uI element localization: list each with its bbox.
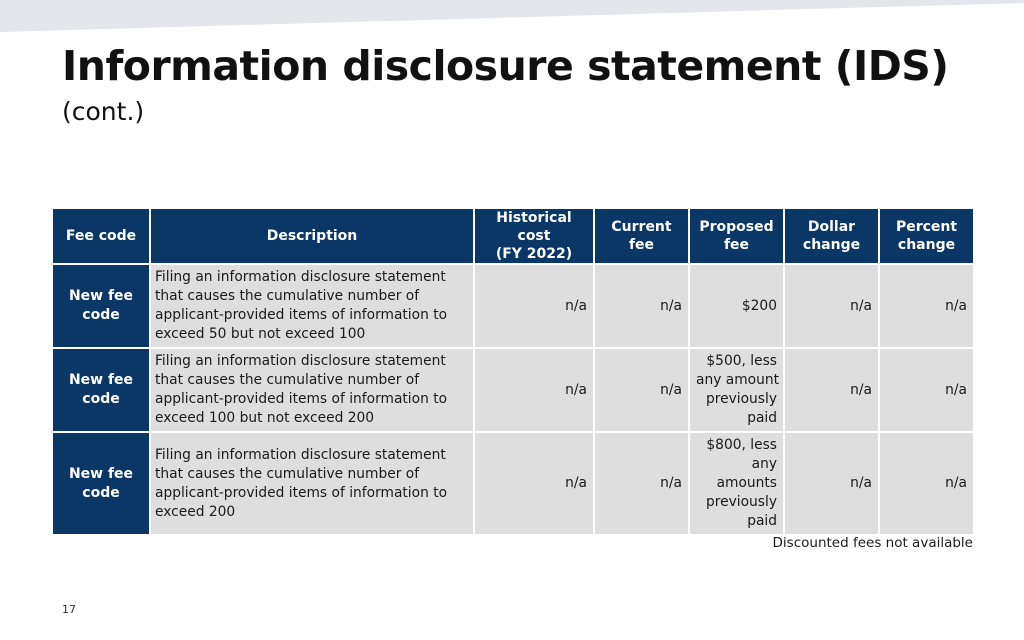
proposed-fee-line: paid — [747, 513, 777, 529]
fee-table — [51, 207, 975, 536]
proposed-fee-line: previously — [706, 494, 777, 510]
proposed-fee-line: paid — [747, 410, 777, 426]
header-current-fee — [595, 209, 688, 263]
proposed-fee-line: $800, less — [706, 437, 777, 453]
header-proposed-fee — [690, 209, 783, 263]
proposed-fee-line: previously — [706, 391, 777, 407]
header-line: Current — [611, 219, 672, 235]
header-line: Description — [266, 228, 358, 244]
proposed-fee-cell — [690, 433, 783, 534]
proposed-fee-cell — [690, 349, 783, 431]
proposed-fee-line: any amount — [696, 372, 779, 388]
description-line: exceed 100 but not exceed 200 — [155, 410, 375, 426]
header-line: change — [897, 237, 956, 253]
description-line: applicant-provided items of information to — [155, 307, 448, 323]
header-line: Historical cost — [496, 210, 572, 244]
table-row — [53, 433, 973, 534]
current-fee-cell: n/a — [595, 265, 688, 347]
description-line: that causes the cumulative number of — [155, 465, 420, 482]
slide-subtitle: (cont.) — [62, 97, 145, 126]
header-percent-change — [880, 209, 973, 263]
fee-code-line: code — [82, 484, 120, 501]
proposed-fee-line: $500, less — [706, 353, 777, 369]
fee-code-line: New fee — [68, 288, 134, 304]
header-dollar-change — [785, 209, 878, 263]
fee-code-line: New fee — [68, 465, 134, 482]
description-line: exceed 200 — [155, 503, 236, 520]
historical-cost-cell: n/a — [475, 433, 593, 534]
header-line: Fee code — [65, 228, 137, 244]
fee-code-cell — [53, 349, 149, 431]
proposed-fee-line: $200 — [741, 297, 777, 314]
header-line: Dollar — [807, 219, 856, 235]
description-line: exceed 50 but not exceed 100 — [155, 326, 366, 342]
fee-code-line: New fee — [68, 372, 134, 388]
percent-change-cell: n/a — [880, 265, 973, 347]
description-line: Filing an information disclosure statement — [155, 446, 446, 463]
header-fee-code — [53, 209, 149, 263]
top-decorative-band — [0, 0, 1024, 36]
header-line: change — [802, 237, 861, 253]
fee-code-cell — [53, 433, 149, 534]
percent-change-cell: n/a — [880, 433, 973, 534]
description-line: that causes the cumulative number of — [155, 288, 420, 304]
description-line: that causes the cumulative number of — [155, 372, 420, 388]
description-cell — [151, 433, 473, 534]
proposed-fee-line: any — [751, 456, 777, 472]
header-description — [151, 209, 473, 263]
header-line: Percent — [895, 219, 958, 235]
header-line: fee — [628, 237, 655, 253]
dollar-change-cell: n/a — [785, 265, 878, 347]
historical-cost-cell: n/a — [475, 349, 593, 431]
header-line: (FY 2022) — [495, 246, 573, 262]
table-row — [53, 349, 973, 431]
description-cell — [151, 349, 473, 431]
page-number: 17 — [62, 603, 76, 616]
proposed-fee-cell — [690, 265, 783, 347]
current-fee-cell: n/a — [595, 349, 688, 431]
description-line: applicant-provided items of information to — [155, 391, 448, 407]
header-line: fee — [723, 237, 750, 253]
proposed-fee-line: amounts — [716, 475, 777, 491]
description-line: Filing an information disclosure statement — [155, 269, 446, 285]
description-cell — [151, 265, 473, 347]
dollar-change-cell: n/a — [785, 433, 878, 534]
dollar-change-cell: n/a — [785, 349, 878, 431]
description-line: Filing an information disclosure statement — [155, 353, 446, 369]
percent-change-cell: n/a — [880, 349, 973, 431]
fee-code-line: code — [82, 391, 120, 407]
header-historical-cost — [475, 209, 593, 263]
current-fee-cell: n/a — [595, 433, 688, 534]
fee-code-cell — [53, 265, 149, 347]
slide-title: Information disclosure statement (IDS) — [62, 42, 949, 90]
header-line: Proposed — [699, 219, 774, 235]
table-row — [53, 265, 973, 347]
discount-note: Discounted fees not available — [772, 535, 973, 551]
fee-code-line: code — [82, 307, 120, 323]
table-header-row — [53, 209, 973, 263]
historical-cost-cell: n/a — [475, 265, 593, 347]
description-line: applicant-provided items of information to — [155, 484, 448, 501]
